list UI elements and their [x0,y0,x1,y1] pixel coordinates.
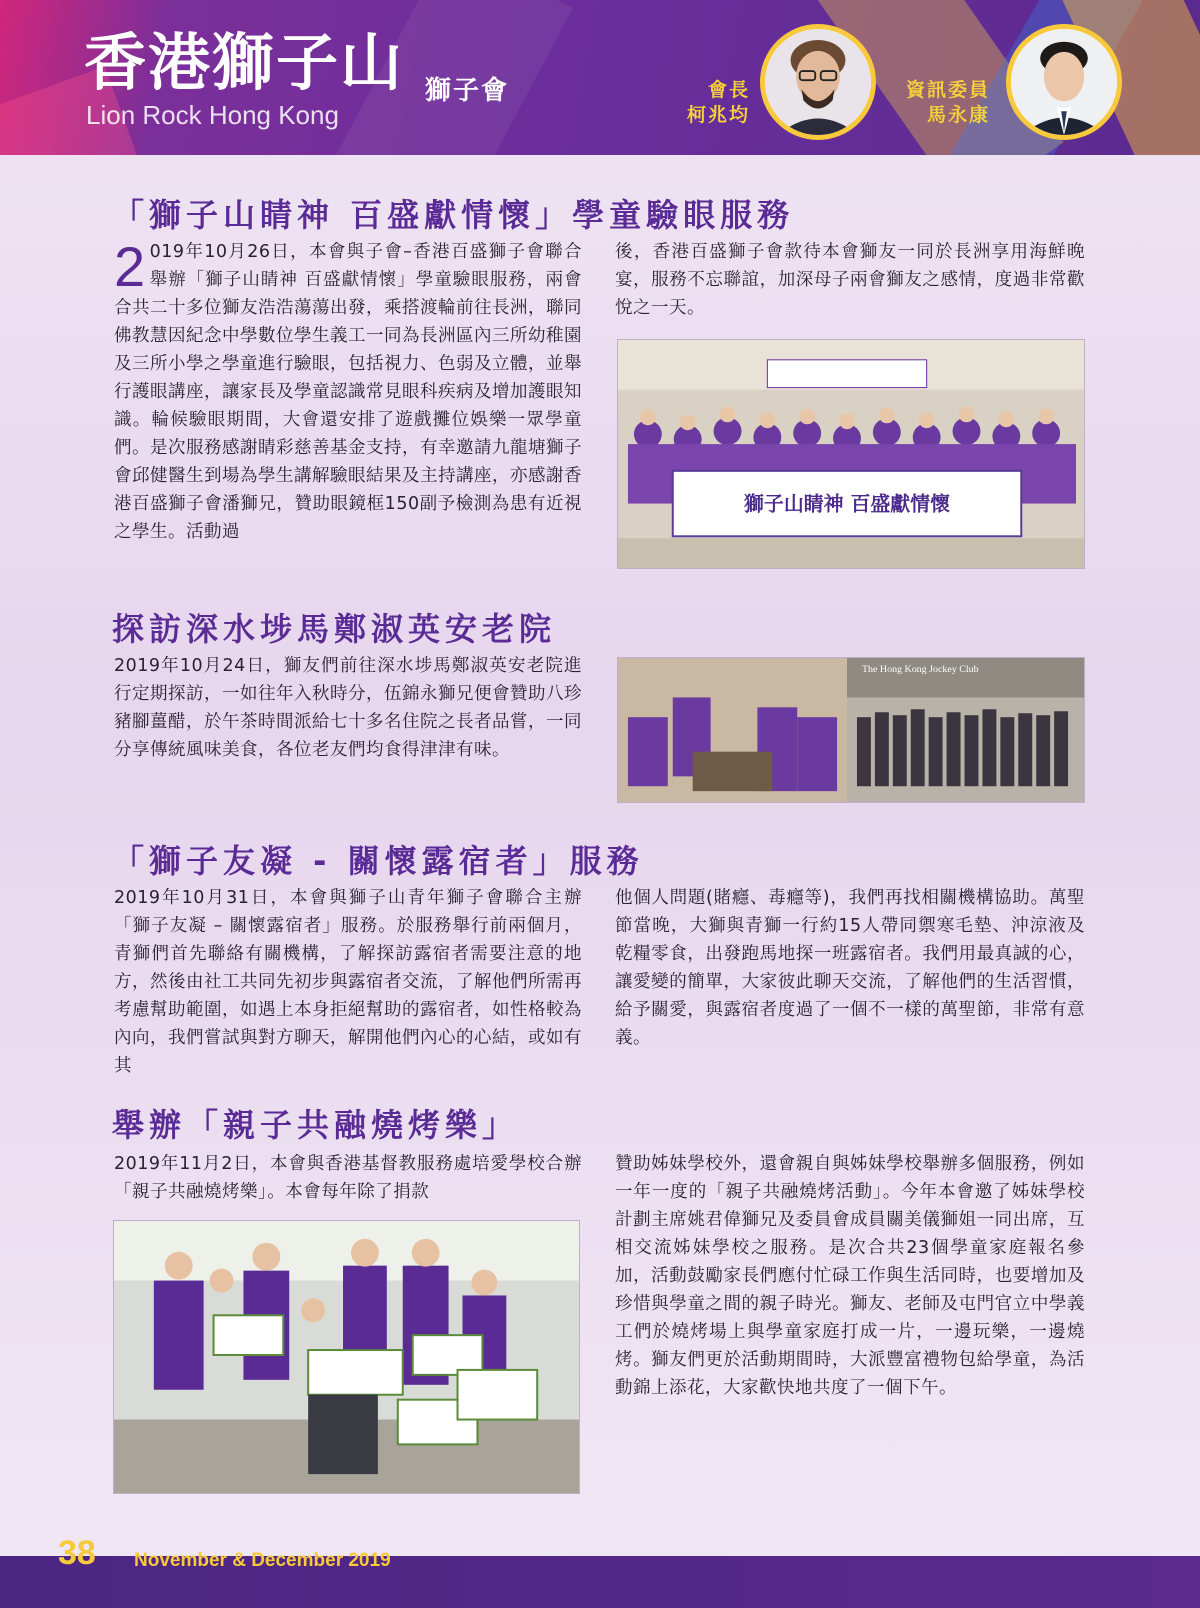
homeless-care-text-right: 他個人問題(賭癮、毒癮等)，我們再找相關機構協助。萬聖節當晚，大獅與青獅一行約15人帶同禦寒毛墊、沖涼液及乾糧零食，出發跑馬地探一班露宿者。我們用最真誠的心，讓愛變的簡單，大家彼此聊天交流，了解他們的生活習慣，給予關愛，與露宿者度過了一個不一樣的萬聖節，非常有意義。 [615,888,1085,1048]
elderly-visit-photo [617,657,1085,803]
homeless-care-text-left: 2019年10月31日，本會與獅子山青年獅子會聯合主辦「獅子友凝 – 關懷露宿者」服務。於服務舉行前兩個月，青獅們首先聯絡有關機構，了解探訪露宿者需要注意的地方，然後由社工共同先初步與露宿者交流，了解他們所需再考慮幫助範圍，如遇上本身拒絕幫助的露宿者，如性格較為內向，我們嘗試與對方聊天，解開他們內心的心結，或如有其 [114,888,582,1076]
jockey-club-sign: The Hong Kong Jockey Club [861,663,979,675]
officer-info [880,78,990,127]
officer-president [660,78,750,127]
officer-role: 會長 [707,79,750,101]
page-number: 38 [58,1534,96,1572]
brand-english: Lion Rock Hong Kong [86,100,339,130]
elderly-visit-text: 2019年10月24日，獅友們前往深水埗馬鄭淑英安老院進行定期探訪，一如往年入秋時分，伍錦永獅兄便會贊助八珍豬腳薑醋，於午茶時間派給七十多名住院之長者品嘗，一同分享傳統風味美食，各位老友們均食得津津有味。 [114,656,582,760]
drop-cap: 2 [114,235,146,298]
brand-title: 香港獅子山 [84,26,405,99]
bbq-text-left: 2019年11月2日，本會與香港基督教服務處培愛學校合辦「親子共融燒烤樂」。本會每年除了捐款 [114,1154,582,1202]
bbq-text-right: 贊助姊妹學校外，還會親自與姊妹學校舉辦多個服務，例如一年一度的「親子共融燒烤活動」。今年本會邀了姊妹學校計劃主席姚君偉獅兄及委員會成員關美儀獅姐一同出席，互相交流姊妹學校之服務。是次合共23個學童家庭報名參加，活動鼓勵家長們應付忙碌工作與生活同時，也要增加及珍惜與學童之間的親子時光。獅友、老師及屯門官立中學義工們於燒烤場上與學童家庭打成一片，一邊玩樂，一邊燒烤。獅友們更於活動期間時，大派豐富禮物包給學童，為活動錦上添花，大家歡快地共度了一個下午。 [615,1154,1085,1398]
eye-test-text-right: 後，香港百盛獅子會款待本會獅友一同於長洲享用海鮮晚宴，服務不忘聯誼，加深母子兩會獅友之感情，度過非常歡悅之一天。 [615,242,1085,318]
officer-role: 資訊委員 [905,79,990,101]
section-heading-elderly-visit: 探訪深水埗馬鄭淑英安老院 [112,610,557,648]
info-officer-avatar [1006,24,1122,140]
section-heading-eye-test: 「獅子山睛神 百盛獻情懷」學童驗眼服務 [112,196,795,234]
eye-test-text-left: 019年10月26日，本會與子會–香港百盛獅子會聯合舉辦「獅子山睛神 百盛獻情懷」學童驗眼服務，兩會合共二十多位獅友浩浩蕩蕩出發，乘搭渡輪前往長洲，聯同佛教慧因紀念中學數位學生義工一同為長洲區內三所幼稚園及三所小學之學童進行驗眼，包括視力、色弱及立體，並舉行護眼講座，讓家長及學童認識常見眼科疾病及增加護眼知識。輪候驗眼期間，大會還安排了遊戲攤位娛樂一眾學童們。是次服務感謝睛彩慈善基金支持，有幸邀請九龍塘獅子會邱健醫生到場為學生講解驗眼結果及主持講座，亦感謝香港百盛獅子會潘獅兄，贊助眼鏡框150副予檢測為患有近視之學生。活動過 [114,242,582,542]
section-eye-test-left [114,235,582,578]
section-heading-bbq: 舉辦「親子共融燒烤樂」 [112,1106,520,1144]
bbq-group-photo [113,1220,580,1494]
banner-text: 獅子山睛神 百盛獻情懷 [744,492,951,516]
brand-subtitle: 獅子會 [425,76,510,106]
officer-name: 馬永康 [926,103,990,126]
section-heading-homeless-care: 「獅子友凝 - 關懷露宿者」服務 [112,842,644,880]
president-avatar [760,24,876,140]
eye-test-group-photo [617,339,1085,569]
issue-date: November & December 2019 [134,1550,391,1571]
officer-name: 柯兆均 [686,103,750,126]
